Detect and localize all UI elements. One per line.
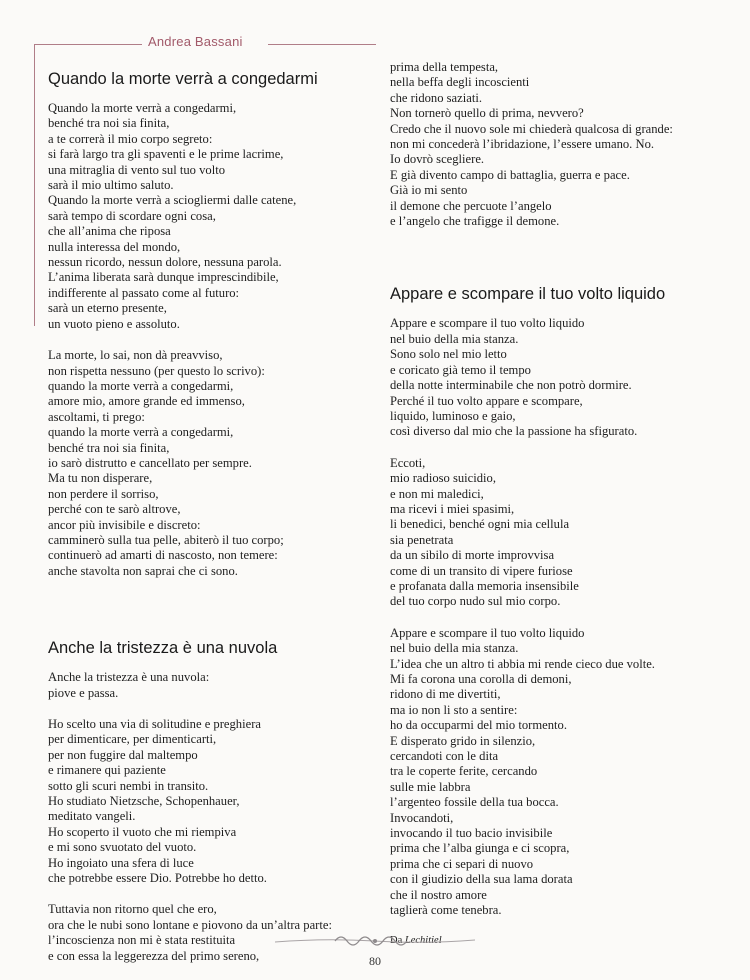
poem-line: Mi fa corona una corolla di demoni, [390,672,572,686]
poem-line: e con essa la leggerezza del primo sereno, [48,948,260,963]
poem-line: nel buio della mia stanza. [390,331,519,346]
poem-line: Ho scoperto il vuoto che mi riempiva [48,824,237,839]
poem-line: con il giudizio della sua lama dorata [390,872,573,887]
poem-line: Quando la morte verrà a sciogliermi dalle catene, [48,193,297,208]
poem-line: nulla interessa del mondo, [48,239,181,254]
poem-line: nessun ricordo, nessun dolore, nessuna parola. [48,255,282,270]
poem-line: camminerò sulla tua pelle, abiterò il tuo corpo; [48,532,284,547]
poem-line: non perdere il sorriso, [48,486,159,501]
poem-line: perché con te sarò altrove, [48,502,181,517]
poem-line: sia penetrata [390,532,454,547]
poem-line: prima che l’alba giunga e ci scopra, [390,841,570,856]
poem-line: così diverso dal mio che la passione ha sfigurato. [390,424,638,439]
header-rule-vertical [34,44,35,326]
stanza [390,456,735,610]
poem-line: una mitraglia di vento sul tuo volto [48,162,225,177]
poem-line: continuerò ad amarti di nascosto, non temere: [48,548,278,563]
poem-line: e non mi maledici, [390,486,484,501]
stanza [48,101,378,332]
poem-line: a te correrà il mio corpo segreto: [48,131,213,146]
poem-line: E già divento campo di battaglia, guerra e pace. [390,167,630,182]
poem-line: non rispetta nessuno (per questo lo scrivo): [48,363,265,378]
stanza [48,670,378,701]
poem-line: indifferente al passato come al futuro: [48,285,240,300]
footer-ornament [275,932,475,948]
poem-title: Appare e scompare il tuo volto liquido [390,285,666,304]
poem-line: nel buio della mia stanza. [390,641,519,656]
poem-line: che all’anima che riposa [48,224,171,239]
stanza-continuation [390,60,735,229]
right-column [390,60,735,946]
poem-line: un vuoto pieno e assoluto. [48,316,180,331]
poem-line: L’anima liberata sarà dunque imprescindibile, [48,270,279,285]
poem-line: Eccoti, [390,455,426,470]
poem-line: Ma tu non disperare, [48,471,153,486]
poem-line: Ho scelto una via di solitudine e preghiera [48,717,261,731]
poem-line: Io dovrò scegliere. [390,152,485,167]
poem-line: Credo che il nuovo sole mi chiederà qualcosa di grande: [390,121,673,136]
poem-line: Anche la tristezza è una nuvola: [48,670,210,685]
poem-line: anche stavolta non saprai che ci sono. [48,563,238,578]
poem-line: e mi sono svuotato del vuoto. [48,840,197,855]
source-prefix: Da [390,934,403,946]
poem-line: ma ricevi i miei spasimi, [390,501,515,516]
source-title: Lechitiel [404,934,442,946]
poem-line: li benedici, benché ogni mia cellula [390,517,570,532]
poem-line: sotto gli scuri nembi in transito. [48,778,209,793]
poem-line: che il nostro amore [390,887,487,902]
poem-line: il demone che percuote l’angelo [390,198,552,213]
poem-line: La morte, lo sai, non dà preavviso, [48,348,223,363]
poem-line: Tuttavia non ritorno quel che ero, [48,902,217,917]
poem-line: invocando il tuo bacio invisibile [390,826,553,841]
poem-line: si farà largo tra gli spaventi e le prime lacrime, [48,147,284,162]
poem-line: della notte interminabile che non potrò dormire. [390,378,632,393]
author-name: Andrea Bassani [148,34,243,49]
stanza [48,717,378,886]
poem-line: meditato vangeli. [48,809,136,824]
poem-line: sarà il mio ultimo saluto. [48,178,174,193]
poem-line: Appare e scompare il tuo volto liquido [390,316,585,331]
poem-line: Già io mi sento [390,183,468,198]
poem-title: Quando la morte verrà a congedarmi [48,70,318,88]
poem-line: non mi concederà l’ibridazione, l’essere umano. No. [390,137,655,152]
header-rule-left [34,44,142,45]
poem-line: prima della tempesta, [390,60,499,74]
poem-line: quando la morte verrà a congedarmi, [48,378,234,393]
poem-line: E disperato grido in silenzio, [390,733,536,748]
stanza [390,626,735,919]
poem-line: Non tornerò quello di prima, nevvero? [390,106,584,121]
header-rule-right [268,44,376,45]
poem-line: quando la morte verrà a congedarmi, [48,425,234,440]
poem-line: e l’angelo che trafigge il demone. [390,214,560,229]
poem-line: Appare e scompare il tuo volto liquido [390,625,585,640]
poem-line: mio radioso suicidio, [390,471,496,486]
poem-line: Perché il tuo volto appare e scompare, [390,393,583,408]
poem-line: Ho studiato Nietzsche, Schopenhauer, [48,794,240,809]
poem-title: Anche la tristezza è una nuvola [48,639,278,658]
poem-line: Invocandoti, [390,810,454,825]
poem-line: da un sibilo di morte improvvisa [390,548,555,563]
poem-line: ora che le nubi sono lontane e piovono da un’altra parte: [48,917,332,932]
page-number: 80 [369,954,381,968]
poem-line: sarà tempo di scordare ogni cosa, [48,208,216,223]
poem-line: piove e passa. [48,685,119,700]
poem-line: come di un transito di vipere furiose [390,563,573,578]
poem-line: sarà un eterno presente, [48,301,167,316]
poem-line: e rimanere qui paziente [48,763,166,778]
poem-line: amore mio, amore grande ed immenso, [48,394,245,409]
poem-line: io sarò distrutto e cancellato per sempre. [48,455,252,470]
poem-line: che potrebbe essere Dio. Potrebbe ho detto. [48,871,267,886]
poem-line: benché tra noi sia finita, [48,440,170,455]
poem-line: Ho ingoiato una sfera di luce [48,855,194,870]
poem-line: ho da occuparmi del mio tormento. [390,718,567,733]
poem-line: Quando la morte verrà a congedarmi, [48,101,237,115]
poem-line: liquido, luminoso e gaio, [390,408,516,423]
poem-line: ascoltami, ti prego: [48,409,145,424]
poem-line: sulle mie labbra [390,779,471,794]
poem-line: l’incoscienza non mi è stata restituita [48,933,236,948]
poem-line: e coricato già temo il tempo [390,362,531,377]
stanza [48,348,378,579]
poem-line: ancor più invisibile e discreto: [48,517,201,532]
poem-line: taglierà come tenebra. [390,903,502,918]
poem-line: e profanata dalla memoria insensibile [390,578,579,593]
poem-line: del tuo corpo nudo sul mio corpo. [390,594,561,609]
poem-line: cercandoti con le dita [390,749,499,764]
poem-line: benché tra noi sia finita, [48,116,170,131]
poem-line: ma io non li sto a sentire: [390,702,518,717]
poem-line: tra le coperte ferite, cercando [390,764,538,779]
left-column [48,70,378,980]
poem-line: L’idea che un altro ti abbia mi rende cieco due volte. [390,656,655,671]
poem-line: nella beffa degli incoscienti [390,75,530,90]
poem-line: ridono di me divertiti, [390,687,501,702]
poem-line: per dimenticare, per dimenticarti, [48,732,217,747]
poem-line: che ridono saziati. [390,90,482,105]
stanza [390,316,735,439]
poem-line: per non fuggire dal maltempo [48,747,198,762]
poem-line: Sono solo nel mio letto [390,347,507,362]
poem-line: l’argenteo fossile della tua bocca. [390,795,559,810]
poem-line: prima che ci separi di nuovo [390,856,534,871]
